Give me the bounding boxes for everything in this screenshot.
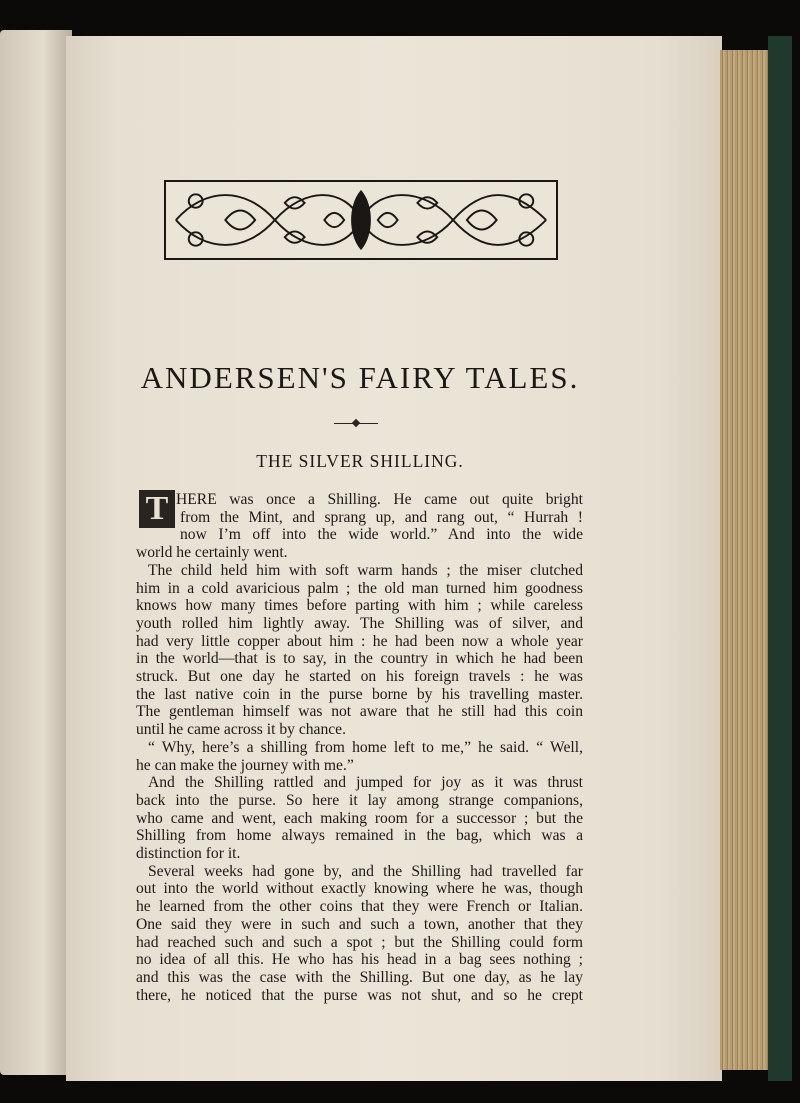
text-line: And the Shilling rattled and jumped for joy as it was thrust (148, 774, 583, 792)
text-line: “ Why, here’s a shilling from home left to me,” he said. “ Well, (148, 738, 583, 756)
left-page-edge (0, 30, 72, 1075)
text-line: him in a cold avaricious palm ; the old man turned him goodness (136, 579, 583, 597)
text-line: struck. But one day he started on his foreign travels : he was (136, 668, 583, 686)
text-line: he can make the journey with me.” (136, 756, 354, 774)
book-title: ANDERSEN'S FAIRY TALES. (140, 360, 580, 395)
text-line: out into the world without exactly knowing where he was, though (136, 880, 583, 898)
book-cover (768, 36, 792, 1081)
text-line: The gentleman himself was not aware that he still had this coin (136, 703, 583, 721)
text-line: there, he noticed that the purse was not shut, and so he crept (136, 986, 583, 1004)
text-line: no idea of all this. He who has his head in a bag sees nothing ; (136, 951, 583, 969)
drop-cap: T (139, 490, 175, 528)
text-line: until he came across it by chance. (136, 721, 346, 739)
text-line: in the world—that is to say, in the country in which he had been (136, 650, 583, 668)
page-edges (720, 50, 770, 1070)
story-text (136, 491, 583, 1004)
text-line: he learned from the other coins that they were French or Italian. (136, 898, 583, 916)
text-line: world he certainly went. (136, 544, 288, 562)
text-line: distinction for it. (136, 845, 241, 863)
text-line: the last native coin in the purse borne by his travelling master. (136, 685, 583, 703)
text-line: youth rolled him lightly away. The Shilling was of silver, and (136, 614, 583, 632)
text-line: Several weeks had gone by, and the Shilling had travelled far (148, 862, 583, 880)
text-line: now I’m off into the wide world.” And into the wide (180, 526, 583, 544)
text-line: who came and went, each making room for a successor ; but the (136, 809, 583, 827)
text-line: had very little copper about him : he had been now a whole year (136, 632, 583, 650)
text-line: back into the purse. So here it lay among strange companions, (136, 791, 583, 809)
title-divider (334, 423, 378, 424)
text-line: had reached such and such a spot ; but the Shilling could form (136, 933, 583, 951)
text-line: and this was the case with the Shilling. But one day, as he lay (136, 968, 583, 986)
text-line: from the Mint, and sprang up, and rang out, “ Hurrah ! (180, 508, 583, 526)
text-line: knows how many times before parting with him ; while careless (136, 597, 583, 615)
story-title: THE SILVER SHILLING. (256, 451, 464, 471)
text-line: HERE was once a Shilling. He came out quite bright (176, 491, 583, 508)
text-line: One said they were in such and such a town, another that they (136, 915, 583, 933)
decorative-headpiece (164, 180, 558, 260)
text-line: The child held him with soft warm hands ; the miser clutched (148, 561, 583, 579)
text-line: Shilling from home always remained in the bag, which was a (136, 827, 583, 845)
